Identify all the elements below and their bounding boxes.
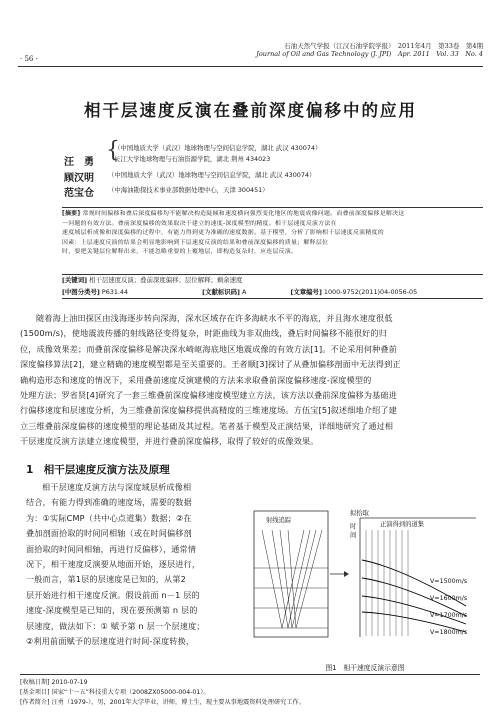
author-3-name: 范宝仓 xyxy=(64,188,94,199)
s1-line-2: 结合，有能力得到准确的速度场，需要的数据 xyxy=(26,497,192,508)
seismic-traces xyxy=(366,530,408,636)
author-1-affil-1: （中国地质大学（武汉）地球物理与空间信息学院，湖北 武汉 430074） xyxy=(114,144,322,152)
footnote-funding: [基金项目] 国家“十一五”科技重大专项（2008ZX05000-004-01）。 xyxy=(20,689,210,696)
journal-header-en: Journal of Oil and Gas Technology (J. JPI) Apr. 2011 Vol. 33 No. 4 xyxy=(256,50,483,58)
intro-line-4: 深度偏移算法[2]，建立精确的速度模型都是至关重要的。王者顺[3]探讨了从叠加偏移剖面中无法得到正 xyxy=(20,359,401,370)
abstract-box xyxy=(62,207,483,275)
time-axis-label-1: 时 xyxy=(350,523,357,530)
keywords-label: [关键词] xyxy=(62,276,88,284)
figure-1-diagram xyxy=(252,508,478,640)
author-1-name: 汪 勇 xyxy=(64,157,94,168)
journal-header xyxy=(183,42,483,58)
author-3-affil: （中海油勘探技术事业部数据处理中心，天津 300451） xyxy=(108,186,269,194)
s1-line-11: ②利用前面赋予的层速度进行时间-深度转换， xyxy=(26,636,195,647)
footnote-received: [收稿日期] 2010-07-19 xyxy=(20,679,88,686)
s1-line-7: 一般而言，第1层的层速度是已知的，从第2 xyxy=(26,574,186,585)
author-1-brace: { xyxy=(106,138,120,163)
abstract-text xyxy=(62,208,483,258)
intro-line-7: 行偏移速度和层速度分析，为三维叠前深度偏移提供高精度的三维速度场。方伍宝[5]叙述细地介绍了建 xyxy=(20,405,397,416)
arrow-head-icon xyxy=(344,571,349,577)
keywords-row xyxy=(62,275,483,284)
footnote-author-bio: [作者简介] 汪勇（1979-），男，2001年大学毕业，讲师，博士生，现主要从事地震资料处理研究工作。 xyxy=(20,699,305,706)
ray-tracing-label: 射线追踪 xyxy=(266,517,292,524)
velocity-2-label: V=1600m/s xyxy=(430,595,468,602)
intro-line-1: 随着海上油田探区由浅海逐步转向深海，深水区域存在许多海峡水不平的海底，并且海水速度很低 xyxy=(36,313,393,323)
intro-line-3: 位，成像效果差；而叠前深度偏移是解决深水崎岖海底地区地震成像的有效方法[1]。不论采用何种叠前 xyxy=(20,343,397,354)
author-2-affil: （中国地质大学（武汉）地球物理与空间信息学院，湖北 武汉 430074） xyxy=(108,171,316,179)
journal-header-cn: 石油天然气学报（江汉石油学院学报） 2011年4月 第33卷 第4期 xyxy=(284,42,483,50)
s1-line-5: 面拾取的时间同相轴，再进行反偏移），通常情 xyxy=(26,543,197,554)
s1-line-3: 为：①实际CMP（共中心点道集）数据；②在 xyxy=(26,512,192,523)
intro-paragraph xyxy=(20,311,480,450)
s1-line-6: 况下，相干速度反演要从地面开始，逐层进行， xyxy=(26,559,201,570)
abstract-line-1: 常规时间偏移和叠后深度偏移均不能解决构造陡倾和速度横向强烈变化地区的地震成像问题。而叠前深度偏移是解决这 xyxy=(82,211,405,217)
header-rule xyxy=(18,66,483,67)
article-value: 1000-9752(2011)04-0056-05 xyxy=(323,288,418,296)
doc-label: [文献标识码] xyxy=(202,288,240,296)
s1-line-1: 相干层速度反演方法与深度域层析成像相 xyxy=(42,482,192,492)
intro-line-2: (1500m/s)，使地震波传播的射线路径变得复杂，时距曲线为非双曲线，叠后时间偏移不能很好的归 xyxy=(20,328,388,339)
section-1-text xyxy=(26,480,248,649)
author-2-name: 顾汉明 xyxy=(64,173,94,184)
keywords-text: 相干层速度反演；叠前深度偏移；层位解释；剩余速度 xyxy=(89,276,243,284)
time-axis-label-2: 间 xyxy=(350,532,357,539)
paper-title: 相干层速度反演在叠前深度偏移中的应用 xyxy=(84,101,417,120)
intro-line-8: 立三维叠前深度偏移的速度模型的理论基础及其过程。笔者基于模型及正演结果，详细地研究了通过相 xyxy=(20,420,394,431)
author-1-affil xyxy=(114,143,321,165)
page-number: · 56 · xyxy=(20,55,38,63)
intro-line-5: 确构造形态和速度的情况下，采用叠前速度反演建模的方法来求取叠前深度偏移速度-深度模型的 xyxy=(20,374,372,385)
abstract-line-5: 时，要把关键层位解释出来，不能忽略重要的上覆地层，即构造复杂时，应连层反演。 xyxy=(62,249,298,256)
s1-line-10: 层速度，做法如下：① 赋予第 n 层一个层速度； xyxy=(26,620,205,631)
abstract-line-4: 因素：上层速度反演的结果会明显地影响到下层速度反演的结果和叠前深度偏移的质量；解释层位 xyxy=(62,239,329,246)
forward-gather-label: 正演得到的道集 xyxy=(380,521,425,528)
figure-1-caption: 图1 相干速度反演示意图 xyxy=(325,664,405,672)
classification-row xyxy=(62,287,483,299)
velocity-3-label: V=1700m/s xyxy=(430,612,468,619)
abstract-label: [摘要] xyxy=(62,211,81,217)
abstract-line-2: 一问题的有效方法。叠前深度偏移的效果取决于建立的速度-深度模型的精度。相干层速度反演方法在 xyxy=(62,220,337,227)
clc-label: [中图分类号] xyxy=(62,288,100,296)
intro-line-6: 处理方法；罗省贤[4]研究了一套三维叠前深度偏移速度模型建立方法，该方法以叠前深度偏移为基础进 xyxy=(20,390,397,401)
clc-value: P631.44 xyxy=(101,288,129,296)
s1-line-8: 层开始进行相干速度反演。假设前面 n－1 层的 xyxy=(26,589,200,600)
s1-line-9: 速度-深度模型是已知的，现在要预测第 n 层的 xyxy=(26,605,198,616)
abstract-line-3: 速度域层析成像和深度偏移的过程中，有能力得到更为准确的速度数据。基于模型，分析了影响相干层速度反演精度的 xyxy=(62,230,384,237)
section-1-heading: 1 相干层速度反演方法及原理 xyxy=(26,464,170,476)
ray-paths xyxy=(262,530,322,628)
author-1-affil-2: 长江大学地球物理与石油资源学院，湖北 荆州 434023 xyxy=(114,155,271,163)
velocity-4-label: V=1800m/s xyxy=(430,629,468,636)
footnote-rule xyxy=(20,674,480,675)
pick-label: 拟拾取 xyxy=(350,510,369,517)
doc-value: A xyxy=(242,288,247,296)
intro-line-9: 干层速度反演方法建立速度模型，并进行叠前深度偏移，取得了较好的成像效果。 xyxy=(20,436,319,447)
article-label: [文章编号] xyxy=(290,288,322,296)
velocity-1-label: V=1500m/s xyxy=(430,578,468,585)
s1-line-4: 叠加剖面拾取的时间同相轴（或在时间偏移剖 xyxy=(26,528,192,539)
